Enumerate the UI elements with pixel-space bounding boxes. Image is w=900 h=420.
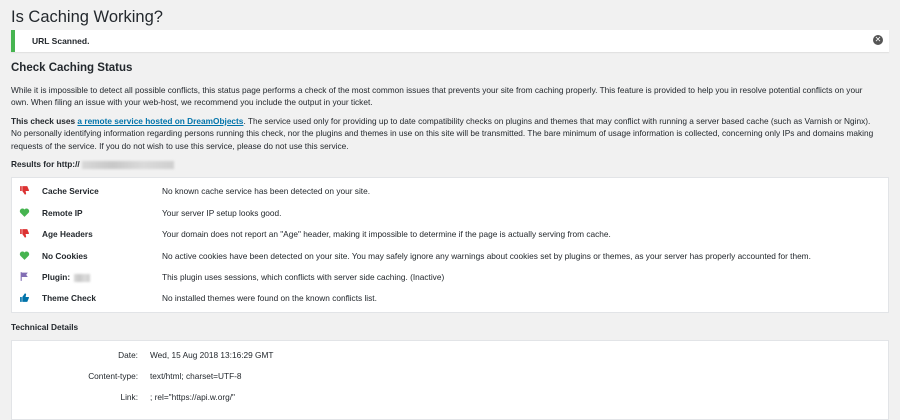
check-row-remote-ip [12,203,888,223]
check-row-no-cookies [12,246,888,266]
check-row-theme-check [12,288,888,308]
technical-details-table [11,340,889,420]
redacted-plugin-name [74,274,90,282]
close-circle-icon[interactable]: ✕ [874,35,882,44]
intro-paragraph: While it is impossible to detect all possible conflicts, this status page performs a check of the most common issues that prevents your site from caching properly. This feature is provided to help you in resolve potential conflicts on your own. When filing an issue with your web-host, we recommend you include the output in your ticket. [11,85,863,108]
tech-label: Link: [120,392,138,402]
notice-text: URL Scanned. [32,36,90,46]
check-message: No active cookies have been detected on your site. You may safely ignore any warnings about cookies set by plugins or themes, as your server has properly accounted for them. [162,251,811,261]
check-message: No known cache service has been detected on your site. [162,186,371,196]
tech-row-date [12,345,888,365]
check-message: Your server IP setup looks good. [162,208,282,218]
check-name: Cache Service [42,186,99,196]
redacted-domain [82,161,174,169]
heart-icon [19,250,30,261]
page-title: Is Caching Working? [11,8,163,26]
check-name [42,272,90,282]
check-message: Your domain does not report an "Age" header, making it impossible to determine if the page is actually serving from cache. [162,229,611,239]
tech-row-content-type [12,366,888,386]
check-message: No installed themes were found on the known conflicts list. [162,293,377,303]
remote-service-paragraph [11,115,881,152]
tech-value: Wed, 15 Aug 2018 13:16:29 GMT [150,350,274,360]
tech-row-link [12,387,888,407]
flag-icon [19,271,30,282]
tech-label: Content-type: [88,371,138,381]
check-name: No Cookies [42,251,88,261]
tech-value: text/html; charset=UTF-8 [150,371,242,381]
check-row-age-headers [12,224,888,244]
thumbs-down-icon [19,228,30,239]
check-name: Remote IP [42,208,83,218]
results-for [11,159,174,169]
section-title: Check Caching Status [11,62,133,74]
check-message: This plugin uses sessions, which conflicts with server side caching. (Inactive) [162,272,445,282]
remote-suffix: . The service used only for providing up to date compatibility checks on plugins and themes that may conflict with running a server based cache (such as Varnish or Nginx). No personally identifying information regarding persons running this check, nor the plugins and themes in use on this site will be transmitted. The bare minimum of usage information is collected, concerning only IPs and domains making requests of the service. If you do not wish to use this service, please do not use this service. [11,116,874,151]
technical-details-title: Technical Details [11,322,79,332]
thumbs-down-icon [19,185,30,196]
checks-table [11,177,889,313]
heart-icon [19,207,30,218]
tech-label: Date: [118,350,138,360]
plugin-label: Plugin: [42,272,71,282]
check-row-cache-service [12,181,888,201]
results-label: Results for http:// [11,159,80,169]
thumbs-up-icon [19,292,30,303]
remote-service-link[interactable]: a remote service hosted on DreamObjects [77,116,244,126]
check-name: Theme Check [42,293,96,303]
check-name: Age Headers [42,229,93,239]
tech-value: ; rel="https://api.w.org/" [150,392,235,402]
remote-prefix: This check uses [11,116,78,126]
check-row-plugin [12,267,888,287]
success-notice [11,30,889,52]
